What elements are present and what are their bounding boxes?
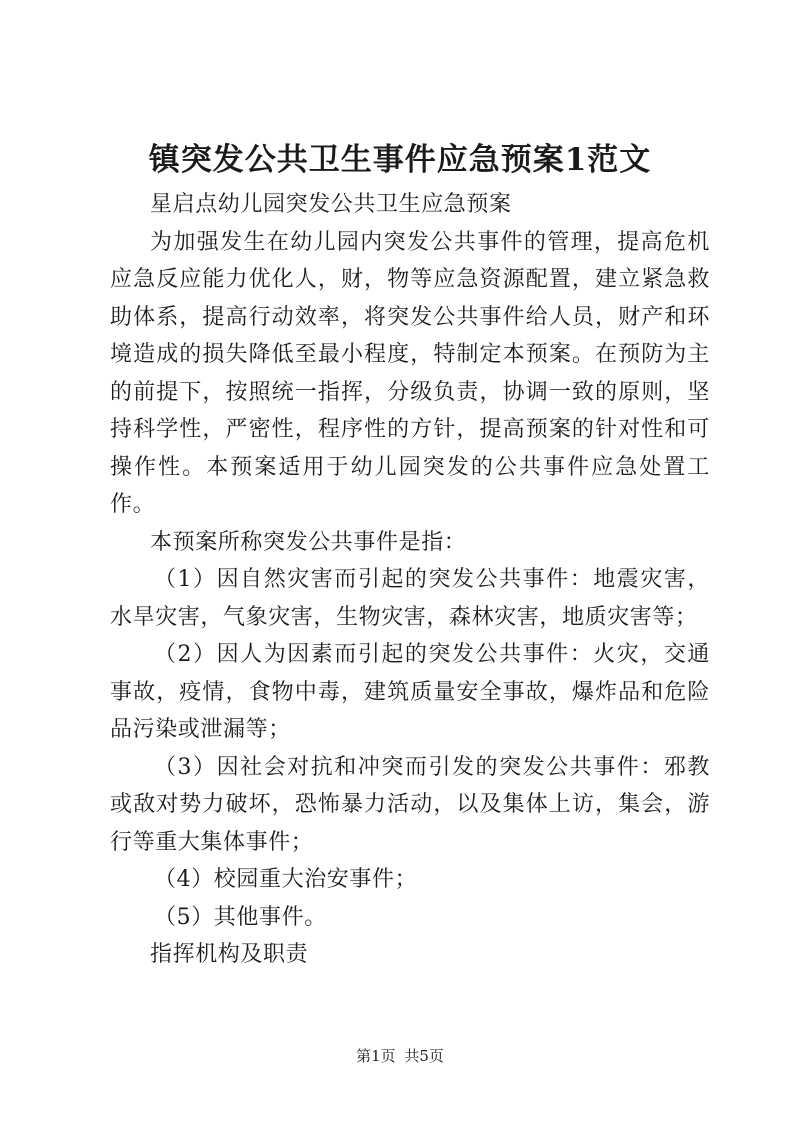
- intro-paragraph: 为加强发生在幼儿园内突发公共事件的管理，提高危机应急反应能力优化人，财，物等应急资源配置，建立紧急救助体系，提高行动效率，将突发公共事件给人员，财产和环境造成的损失降低至最小程度，特制定本预案。在预防为主的前提下，按照统一指挥，分级负责，协调一致的原则，坚持科学性，严密性，程序性的方针，提高预案的针对性和可操作性。本预案适用于幼儿园突发的公共事件应急处置工作。: [110, 229, 710, 517]
- document-body: [110, 186, 710, 974]
- page-number: 第1页: [356, 1047, 396, 1065]
- list-item-other: （5）其他事件。: [154, 904, 327, 930]
- list-item-human-factor: （2）因人为因素而引起的突发公共事件：火灾，交通事故，疫情，食物中毒，建筑质量安全事故，爆炸品和危险品污染或泄漏等；: [110, 642, 710, 742]
- page-footer: [0, 1046, 800, 1066]
- definition-paragraph: 本预案所称突发公共事件是指：: [150, 529, 467, 555]
- document-title: 镇突发公共卫生事件应急预案1范文: [148, 142, 652, 178]
- list-item-social-conflict: （3）因社会对抗和冲突而引发的突发公共事件：邪教或敌对势力破坏，恐怖暴力活动，以及集体上访，集会，游行等重大集体事件；: [110, 754, 710, 855]
- page-total: 共5页: [404, 1047, 444, 1065]
- list-item-campus-security: （4）校园重大治安事件；: [154, 867, 418, 892]
- subtitle-paragraph: 星启点幼儿园突发公共卫生应急预案: [150, 192, 512, 217]
- list-item-natural-disaster: （1）因自然灾害而引起的突发公共事件：地震灾害，水旱灾害，气象灾害，生物灾害，森林灾害，地质灾害等；: [110, 567, 710, 630]
- section-heading: 指挥机构及职责: [150, 942, 309, 967]
